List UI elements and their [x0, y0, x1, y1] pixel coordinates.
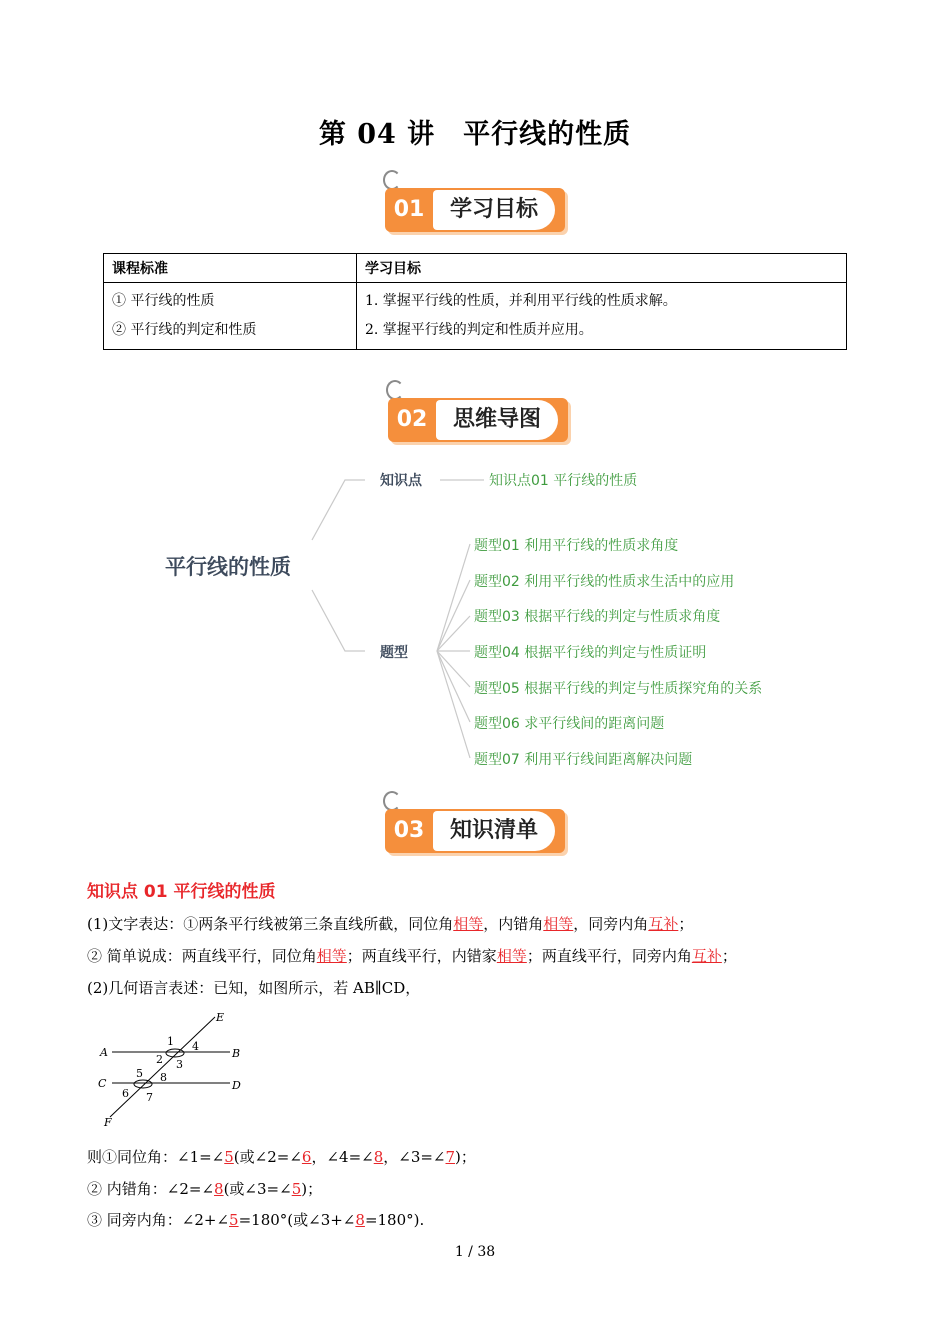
section-number: 02 — [396, 407, 428, 432]
objectives-table — [103, 253, 847, 350]
answer: 8 — [355, 1211, 365, 1229]
goals-cell — [357, 283, 847, 350]
goal-item: 1. 掌握平行线的性质，并利用平行线的性质求解。 — [365, 293, 677, 309]
text-line-5 — [87, 1178, 322, 1199]
text: =180°(或∠3+∠ — [238, 1211, 356, 1229]
page-number: 1 / 38 — [454, 1244, 496, 1260]
parallel-lines-figure — [90, 1005, 260, 1130]
section-badge-knowledge — [385, 803, 569, 855]
angle-1: 1 — [167, 1035, 174, 1048]
text: 则①同位角：∠1=∠ — [87, 1148, 225, 1166]
label-E: E — [216, 1011, 225, 1024]
clip-icon — [386, 380, 404, 400]
angle-2: 2 — [156, 1053, 163, 1066]
angle-3: 3 — [176, 1058, 183, 1071]
text: )； — [301, 1180, 323, 1198]
section-number: 01 — [393, 197, 425, 222]
section-badge-mindmap — [388, 392, 572, 444]
mindmap-leaf: 题型05 根据平行线的判定与性质探究角的关系 — [474, 681, 763, 697]
text: ，∠3=∠ — [383, 1148, 446, 1166]
answer: 5 — [229, 1211, 239, 1229]
clip-icon — [383, 791, 401, 811]
answer: 5 — [224, 1148, 234, 1166]
mindmap-branch-types: 题型 — [380, 645, 408, 661]
section-label: 思维导图 — [436, 400, 558, 440]
knowledge-title: 知识点 01 平行线的性质 — [87, 882, 276, 902]
angle-7: 7 — [146, 1091, 153, 1104]
angle-6: 6 — [122, 1087, 129, 1100]
answer: 8 — [214, 1180, 224, 1198]
section-number: 03 — [393, 818, 425, 843]
label-C: C — [98, 1077, 107, 1090]
text-line-3: (2)几何语言表述：已知，如图所示，若 AB∥CD， — [87, 979, 421, 997]
text: ，内错角 — [483, 915, 544, 933]
text-line-2 — [87, 945, 737, 966]
mindmap-leaf: 题型02 利用平行线的性质求生活中的应用 — [474, 574, 735, 590]
text: (或∠2=∠ — [233, 1148, 302, 1166]
answer: 相等 — [543, 915, 574, 933]
text-line-1 — [87, 913, 693, 934]
text: ，∠4=∠ — [311, 1148, 374, 1166]
clip-icon — [383, 170, 401, 190]
text: =180°). — [364, 1211, 425, 1229]
mindmap-root: 平行线的性质 — [165, 555, 291, 579]
standard-item: ① 平行线的性质 — [112, 293, 215, 309]
section-badge-objectives — [385, 182, 569, 234]
text: (或∠3=∠ — [223, 1180, 292, 1198]
goal-item: 2. 掌握平行线的判定和性质并应用。 — [365, 322, 593, 338]
text: )； — [455, 1148, 476, 1166]
mindmap-leaf: 题型01 利用平行线的性质求角度 — [474, 538, 679, 554]
answer: 7 — [445, 1148, 456, 1166]
table-header-goal: 学习目标 — [357, 254, 847, 283]
angle-8: 8 — [160, 1071, 167, 1084]
mindmap-branch-knowledge: 知识点 — [380, 473, 422, 489]
mindmap-leaf: 题型04 根据平行线的判定与性质证明 — [474, 645, 707, 661]
section-label: 学习目标 — [433, 190, 555, 230]
section-label: 知识清单 — [433, 811, 555, 851]
text: ② 内错角：∠2=∠ — [87, 1180, 215, 1198]
text: ② 简单说成：两直线平行，同位角 — [87, 947, 317, 965]
text: (1)文字表达：①两条平行线被第三条直线所截，同位角 — [87, 915, 454, 933]
label-D: D — [232, 1079, 241, 1092]
text-line-6 — [87, 1209, 424, 1230]
answer: 相等 — [316, 947, 347, 965]
label-B: B — [232, 1047, 241, 1060]
text: ； — [678, 915, 694, 933]
angle-4: 4 — [192, 1040, 199, 1053]
text: ；两直线平行，同旁内角 — [526, 947, 692, 965]
answer: 互补 — [648, 915, 679, 933]
label-A: A — [100, 1046, 108, 1059]
mindmap-leaf: 知识点01 平行线的性质 — [489, 473, 638, 489]
text: ，同旁内角 — [573, 915, 649, 933]
text: ；两直线平行，内错家 — [346, 947, 497, 965]
answer: 5 — [291, 1180, 302, 1198]
text-line-4 — [87, 1146, 476, 1167]
mindmap-leaf: 题型03 根据平行线的判定与性质求角度 — [474, 609, 721, 625]
page-title: 第 04 讲 平行线的性质 — [318, 119, 632, 150]
mindmap-leaf: 题型07 利用平行线间距离解决问题 — [474, 752, 693, 768]
mindmap-leaf: 题型06 求平行线间的距离问题 — [474, 716, 665, 732]
answer: 相等 — [496, 947, 527, 965]
answer: 8 — [373, 1148, 384, 1166]
standards-cell — [104, 283, 357, 350]
text: ； — [721, 947, 737, 965]
text: ③ 同旁内角：∠2+∠ — [87, 1211, 230, 1229]
label-F: F — [104, 1116, 112, 1129]
answer: 相等 — [453, 915, 484, 933]
standard-item: ② 平行线的判定和性质 — [112, 322, 257, 338]
answer: 互补 — [691, 947, 722, 965]
table-header-standard: 课程标准 — [104, 254, 357, 283]
answer: 6 — [301, 1148, 312, 1166]
angle-5: 5 — [136, 1067, 143, 1080]
